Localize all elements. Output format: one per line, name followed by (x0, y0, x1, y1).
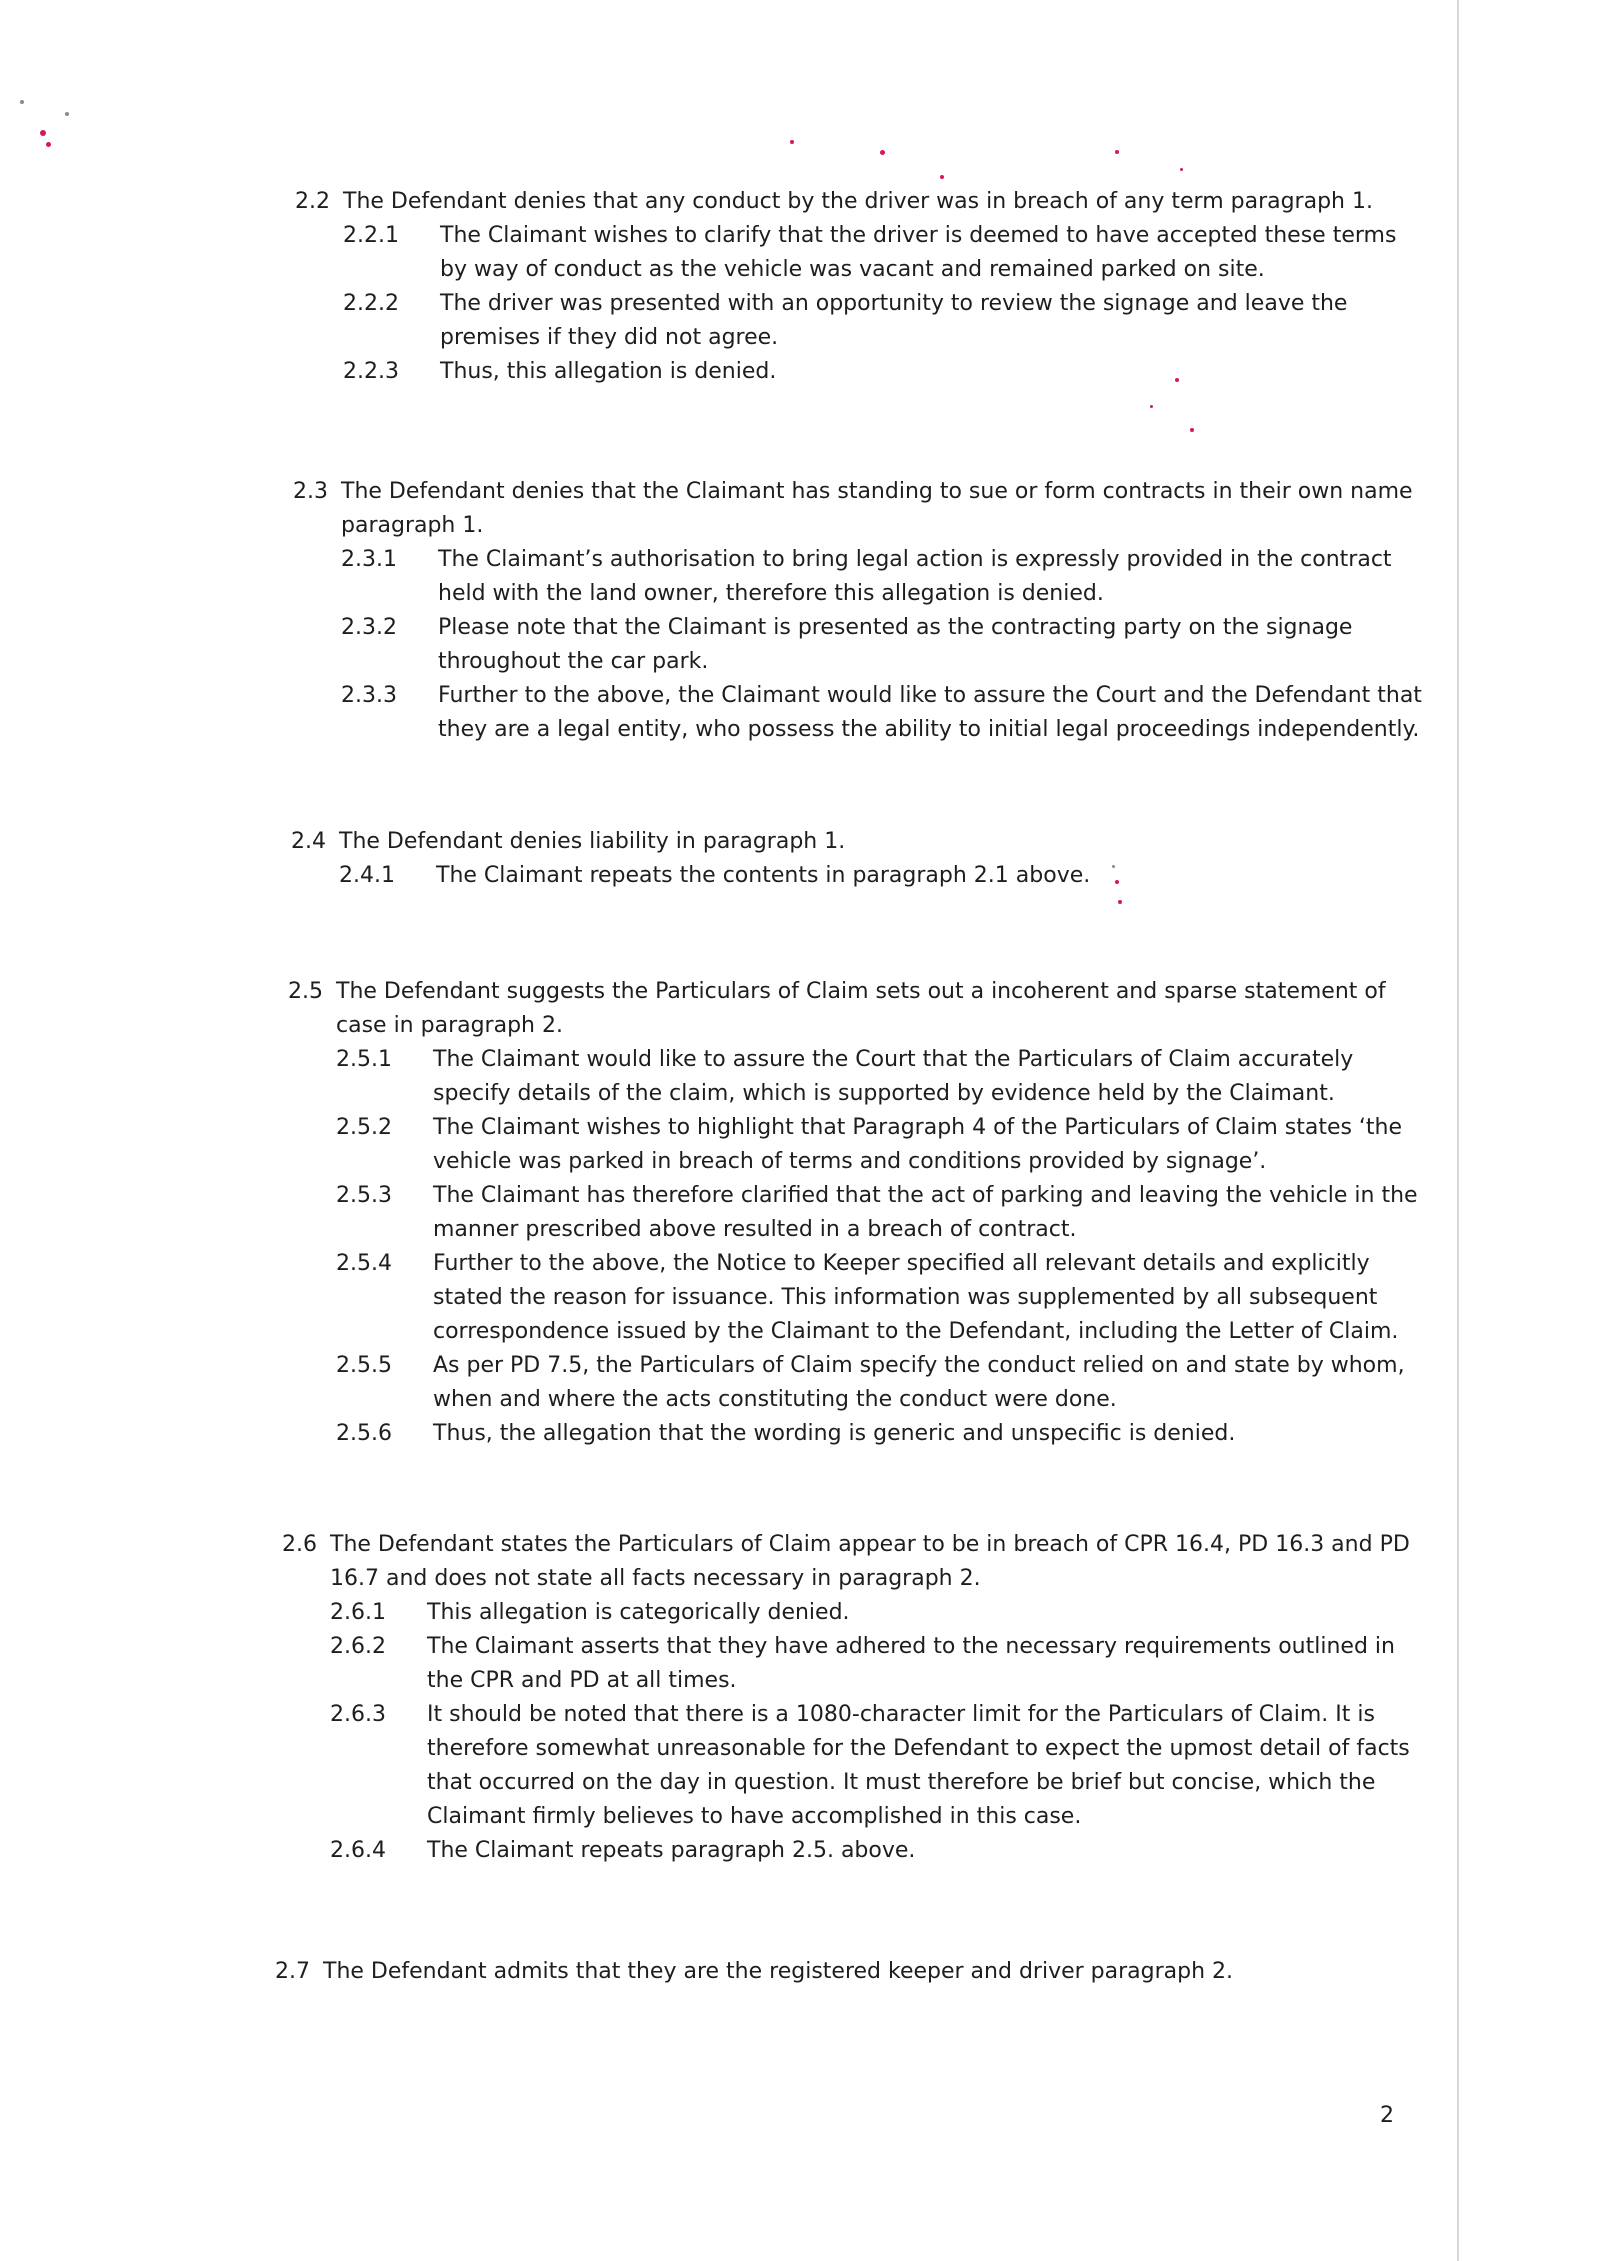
subsection (343, 219, 1425, 287)
subsection-number: 2.5.2 (336, 1115, 392, 1140)
subsection-text: The Claimant repeats the contents in paragraph 2.1 above. (436, 863, 1091, 888)
subsection-number: 2.3.2 (341, 615, 397, 640)
subsection (336, 1417, 1418, 1451)
section-heading (288, 975, 1418, 1043)
subsection-text: As per PD 7.5, the Particulars of Claim specify the conduct relied on and state by whom, when and where the acts constituting the conduct were done. (433, 1353, 1405, 1412)
scan-edge (1457, 0, 1459, 2261)
section-text: The Defendant admits that they are the registered keeper and driver paragraph 2. (323, 1959, 1234, 1984)
subsection (336, 1247, 1418, 1349)
section-heading (275, 1955, 1405, 1989)
section-2-5 (288, 975, 1418, 1451)
section-heading (291, 825, 1421, 859)
subsection-text: The Claimant would like to assure the Court that the Particulars of Claim accurately specify details of the claim, which is supported by evidence held by the Claimant. (433, 1047, 1354, 1106)
subsection-number: 2.5.4 (336, 1251, 392, 1276)
subsection-number: 2.6.1 (330, 1600, 386, 1625)
subsection-text: Please note that the Claimant is presented as the contracting party on the signage throughout the car park. (438, 615, 1353, 674)
section-number: 2.5 (288, 979, 323, 1004)
subsection-text: Further to the above, the Claimant would like to assure the Court and the Defendant that they are a legal entity, who possess the ability to initial legal proceedings independently. (438, 683, 1422, 742)
section-text: The Defendant denies liability in paragraph 1. (339, 829, 846, 854)
subsection (336, 1043, 1418, 1111)
subsection-number: 2.3.1 (341, 547, 397, 572)
subsection (343, 287, 1425, 355)
subsection (330, 1698, 1412, 1834)
subsection-text: The Claimant has therefore clarified that the act of parking and leaving the vehicle in the manner prescribed above resulted in a breach of contract. (433, 1183, 1418, 1242)
section-number: 2.7 (275, 1959, 310, 1984)
subsection-text: It should be noted that there is a 1080-character limit for the Particulars of Claim. It is therefore somewhat unreasonable for the Defendant to expect the upmost detail of facts that occurred on the day in question. It must therefore be brief but concise, which the Claimant firmly believes to have accomplished in this case. (427, 1702, 1410, 1829)
subsection-text: The Claimant repeats paragraph 2.5. above. (427, 1838, 916, 1863)
subsection-number: 2.5.1 (336, 1047, 392, 1072)
section-text: The Defendant denies that the Claimant has standing to sue or form contracts in their own name paragraph 1. (341, 479, 1413, 538)
subsection-text: Thus, the allegation that the wording is generic and unspecific is denied. (433, 1421, 1236, 1446)
section-2-6 (282, 1528, 1412, 1868)
subsection-text: The driver was presented with an opportunity to review the signage and leave the premises if they did not agree. (440, 291, 1348, 350)
subsection (341, 679, 1423, 747)
subsection-text: The Claimant wishes to highlight that Paragraph 4 of the Particulars of Claim states ‘the vehicle was parked in breach of terms and conditions provided by signage’. (433, 1115, 1403, 1174)
section-number: 2.2 (295, 189, 330, 214)
subsection (336, 1179, 1418, 1247)
section-heading (293, 475, 1423, 543)
subsection-text: Further to the above, the Notice to Keeper specified all relevant details and explicitly stated the reason for issuance. This information was supplemented by all subsequent correspondence issued by the Claimant to the Defendant, including the Letter of Claim. (433, 1251, 1399, 1344)
subsection-text: The Claimant wishes to clarify that the driver is deemed to have accepted these terms by way of conduct as the vehicle was vacant and remained parked on site. (440, 223, 1397, 282)
subsection (341, 611, 1423, 679)
section-heading (282, 1528, 1412, 1596)
subsection (341, 543, 1423, 611)
section-text: The Defendant denies that any conduct by the driver was in breach of any term paragraph 1. (343, 189, 1373, 214)
subsection (330, 1834, 1412, 1868)
subsection-number: 2.6.4 (330, 1838, 386, 1863)
subsection-number: 2.5.6 (336, 1421, 392, 1446)
section-number: 2.4 (291, 829, 326, 854)
subsection-text: The Claimant asserts that they have adhered to the necessary requirements outlined in the CPR and PD at all times. (427, 1634, 1395, 1693)
subsection (339, 859, 1421, 893)
subsection-number: 2.2.1 (343, 223, 399, 248)
subsection (330, 1596, 1412, 1630)
subsection-number: 2.5.3 (336, 1183, 392, 1208)
subsection-number: 2.4.1 (339, 863, 395, 888)
subsection (330, 1630, 1412, 1698)
subsection-text: This allegation is categorically denied. (427, 1600, 850, 1625)
section-number: 2.6 (282, 1532, 317, 1557)
subsection-number: 2.6.2 (330, 1634, 386, 1659)
section-text: The Defendant states the Particulars of Claim appear to be in breach of CPR 16.4, PD 16.3 and PD 16.7 and does not state all facts necessary in paragraph 2. (330, 1532, 1410, 1591)
section-heading (295, 185, 1425, 219)
subsection-text: Thus, this allegation is denied. (440, 359, 777, 384)
page-number: 2 (1380, 2103, 1394, 2128)
subsection-number: 2.2.2 (343, 291, 399, 316)
subsection (336, 1349, 1418, 1417)
subsection-number: 2.5.5 (336, 1353, 392, 1378)
section-number: 2.3 (293, 479, 328, 504)
section-text: The Defendant suggests the Particulars of Claim sets out a incoherent and sparse statement of case in paragraph 2. (336, 979, 1386, 1038)
subsection-number: 2.2.3 (343, 359, 399, 384)
section-2-4 (291, 825, 1421, 893)
subsection (343, 355, 1425, 389)
subsection-number: 2.6.3 (330, 1702, 386, 1727)
section-2-7 (275, 1955, 1405, 1989)
subsection (336, 1111, 1418, 1179)
section-2-3 (293, 475, 1423, 747)
subsection-number: 2.3.3 (341, 683, 397, 708)
subsection-text: The Claimant’s authorisation to bring legal action is expressly provided in the contract held with the land owner, therefore this allegation is denied. (438, 547, 1392, 606)
section-2-2 (295, 185, 1425, 389)
